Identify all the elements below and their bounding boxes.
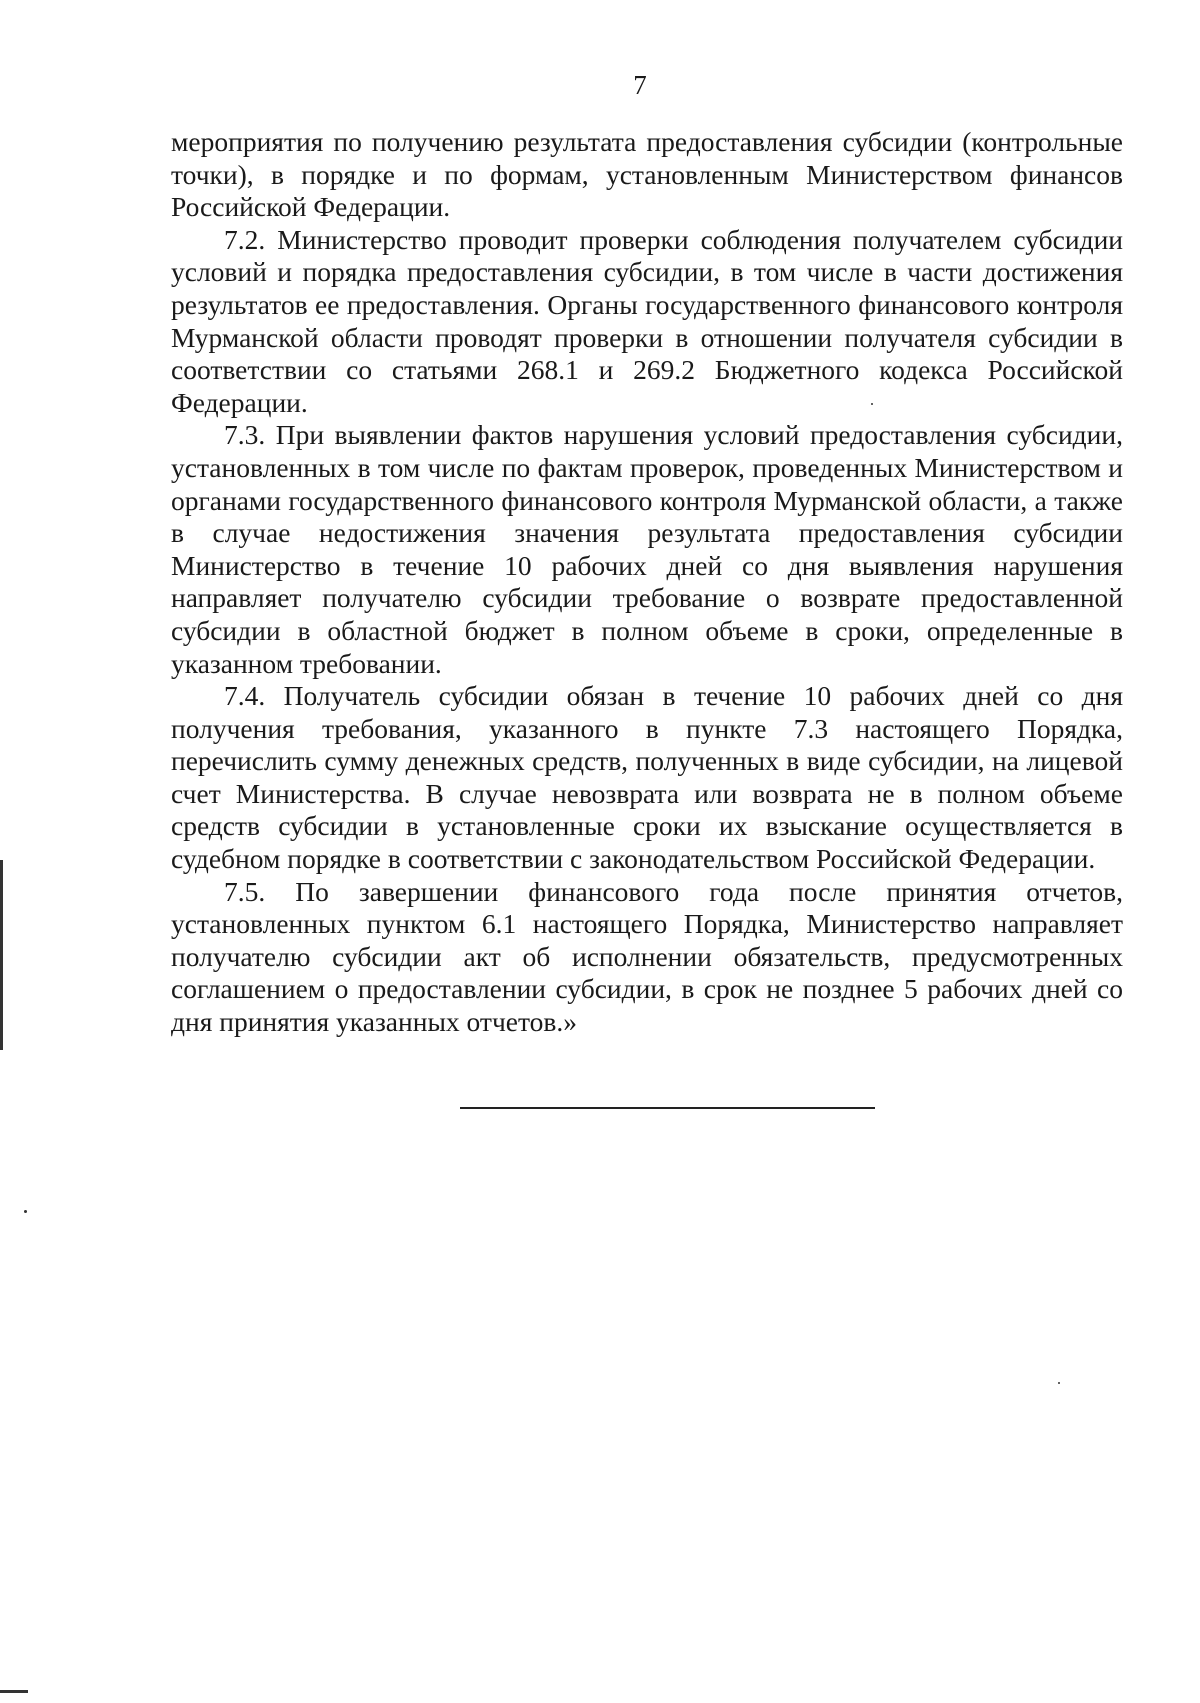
paragraph-continuation: мероприятия по получению результата предоставления субсидии (контрольные точки), в порядке и по формам, установленным Министерством финансов Российской Федерации. xyxy=(171,126,1123,223)
end-of-document-rule xyxy=(460,1107,875,1109)
paragraph-7-2: 7.2. Министерство проводит проверки соблюдения получателем субсидии условий и порядка предоставления субсидии, в том числе в части достижения результатов ее предоставления. Органы государственного финансового контроля Мурманской области проводят проверки в отношении получателя субсидии в соответствии со статьями 268.1 и 269.2 Бюджетного кодекса Российской Федерации. xyxy=(171,223,1123,418)
paragraph-7-4: 7.4. Получатель субсидии обязан в течение 10 рабочих дней со дня получения требования, указанного в пункте 7.3 настоящего Порядка, перечислить сумму денежных средств, полученных в виде субсидии, на лицевой счет Министерства. В случае невозврата или возврата не в полном объеме средств субсидии в установленные сроки их взыскание осуществляется в судебном порядке в соответствии с законодательством Российской Федерации. xyxy=(171,680,1123,875)
scan-speck xyxy=(871,403,873,405)
scan-speck xyxy=(24,1210,27,1213)
page-number: 7 xyxy=(633,70,647,100)
scan-corner-mark xyxy=(0,1690,28,1693)
scan-margin-mark xyxy=(0,860,3,1050)
document-body xyxy=(171,126,1123,1039)
paragraph-7-5: 7.5. По завершении финансового года после принятия отчетов, установленных пунктом 6.1 настоящего Порядка, Министерство направляет получателю субсидии акт об исполнении обязательств, предусмотренных соглашением о предоставлении субсидии, в срок не позднее 5 рабочих дней со дня принятия указанных отчетов.» xyxy=(171,875,1123,1038)
scan-speck xyxy=(1058,1382,1060,1384)
paragraph-7-3: 7.3. При выявлении фактов нарушения условий предоставления субсидии, установленных в том числе по фактам проверок, проведенных Министерством и органами государственного финансового контроля Мурманской области, а также в случае недостижения значения результата предоставления субсидии Министерство в течение 10 рабочих дней со дня выявления нарушения направляет получателю субсидии требование о возврате предоставленной субсидии в областной бюджет в полном объеме в сроки, определенные в указанном требовании. xyxy=(171,419,1123,679)
